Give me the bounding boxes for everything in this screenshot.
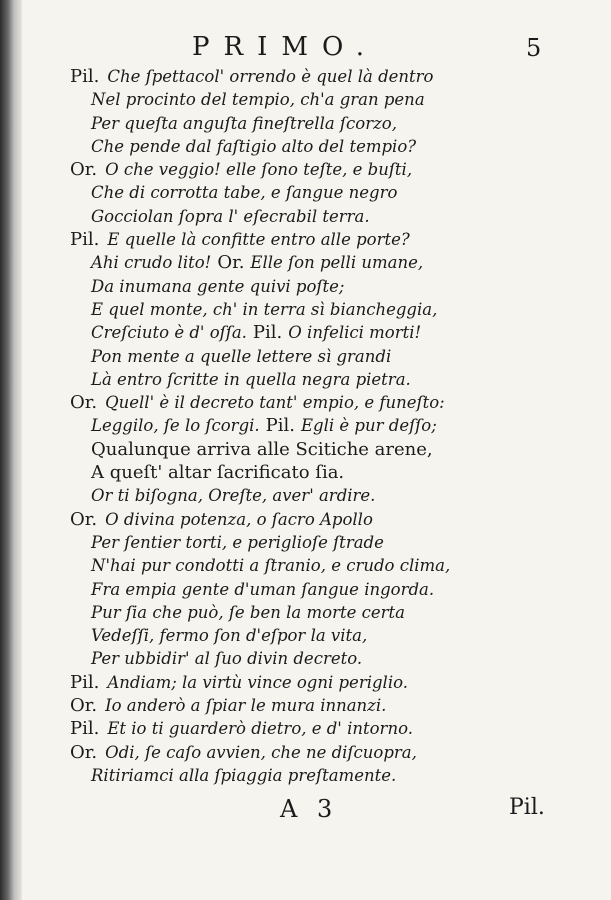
verse-line bbox=[70, 624, 600, 647]
verse-line bbox=[70, 741, 600, 764]
verse-line bbox=[70, 368, 600, 391]
verse-line bbox=[70, 414, 600, 437]
verse-text-span: E quelle là confitte entro alle porte? bbox=[107, 230, 410, 250]
speaker-label: Or. bbox=[70, 695, 98, 717]
verse-text-span: Là entro ſcritte in quella negra pietra. bbox=[91, 369, 411, 389]
verse-text-span: Egli è pur deſſo; bbox=[301, 416, 437, 436]
page-number: 5 bbox=[526, 34, 542, 62]
speaker-label: Or. bbox=[70, 159, 98, 181]
verse-line bbox=[70, 112, 600, 135]
verse-line bbox=[70, 601, 600, 624]
verse-text-span: Andiam; la virtù vince ogni periglio. bbox=[107, 672, 408, 692]
verse-text-span: Pur ſia che può, ſe ben la morte certa bbox=[91, 602, 405, 622]
verse-line bbox=[70, 508, 600, 531]
page-footer bbox=[22, 795, 611, 835]
verse-line bbox=[70, 554, 600, 577]
running-title: PRIMO. bbox=[192, 32, 379, 62]
speaker-label: Or. bbox=[217, 252, 245, 274]
speaker-label: Or. bbox=[70, 741, 98, 763]
speaker-label: Or. bbox=[70, 392, 98, 414]
verse-line bbox=[70, 205, 600, 228]
verse-text-span: Che pende dal faſtigio alto del tempio? bbox=[91, 136, 417, 156]
speaker-label: Pil. bbox=[252, 322, 283, 344]
verse-line bbox=[70, 181, 600, 204]
speaker-label: Pil. bbox=[70, 66, 100, 87]
verse-line bbox=[70, 578, 600, 601]
verse-text-span: Creſciuto è d' oſſa. bbox=[91, 323, 247, 343]
speaker-label: Or. bbox=[70, 508, 98, 530]
verse-text-span: O che veggio! elle ſono teſte, e buſti, bbox=[105, 160, 413, 180]
verse-text bbox=[70, 65, 600, 787]
verse-text-span: N'hai pur condotti a ſtranio, e crudo clima, bbox=[91, 556, 451, 576]
verse-line bbox=[70, 65, 600, 88]
speaker-label: Pil. bbox=[70, 229, 100, 251]
verse-line bbox=[70, 484, 600, 507]
verse-text-span: Per ſentier torti, e periglioſe ſtrade bbox=[91, 532, 384, 552]
verse-line bbox=[70, 228, 600, 251]
verse-line bbox=[70, 694, 600, 717]
verse-text-span: Leggilo, ſe lo ſcorgi. bbox=[91, 416, 260, 436]
catchword: Pil. bbox=[509, 795, 545, 820]
speaker-label: Pil. bbox=[265, 415, 296, 437]
book-page bbox=[22, 0, 611, 900]
verse-text-span: O infelici morti! bbox=[288, 323, 422, 343]
verse-text-span: Fra empia gente d'uman ſangue ingorda. bbox=[91, 579, 435, 599]
verse-text-span: Ahi crudo lito! bbox=[91, 253, 212, 273]
verse-text-span: Da inumana gente quivi poſte; bbox=[91, 276, 345, 296]
page-header bbox=[22, 32, 611, 68]
verse-line bbox=[70, 647, 600, 670]
speaker-label: Pil. bbox=[70, 718, 100, 740]
verse-line bbox=[70, 438, 600, 461]
verse-text-span: O divina potenza, o ſacro Apollo bbox=[105, 509, 373, 529]
verse-text-span: Elle ſon pelli umane, bbox=[250, 253, 424, 273]
verse-line bbox=[70, 345, 600, 368]
verse-line bbox=[70, 531, 600, 554]
verse-line bbox=[70, 321, 600, 344]
verse-text-span: E quel monte, ch' in terra sì biancheggia, bbox=[91, 299, 438, 319]
book-gutter bbox=[0, 0, 22, 900]
verse-text-span: Odi, ſe caſo avvien, che ne diſcuopra, bbox=[105, 742, 417, 762]
verse-text-span: Vedeſſi, fermo ſon d'eſpor la vita, bbox=[91, 626, 368, 646]
verse-line bbox=[70, 251, 600, 274]
verse-line bbox=[70, 135, 600, 158]
verse-line bbox=[70, 298, 600, 321]
verse-text-span: Ritiriamci alla ſpiaggia preſtamente. bbox=[91, 765, 397, 785]
verse-text-span: Pon mente a quelle lettere sì grandi bbox=[91, 346, 392, 366]
verse-text-span: Io anderò a ſpiar le mura innanzi. bbox=[105, 696, 387, 716]
verse-text-span: A queſt' altar ſacrificato ſia. bbox=[91, 462, 345, 484]
signature-mark: A 3 bbox=[280, 795, 339, 823]
verse-text-span: Nel procinto del tempio, ch'a gran pena bbox=[91, 90, 425, 110]
verse-text-span: Che ſpettacol' orrendo è quel là dentro bbox=[107, 67, 434, 86]
verse-text-span: Quell' è il decreto tant' empio, e funeſto: bbox=[105, 393, 445, 413]
verse-line bbox=[70, 391, 600, 414]
verse-text-span: Per ubbidir' al ſuo divin decreto. bbox=[91, 649, 363, 669]
verse-line bbox=[70, 671, 600, 694]
speaker-label: Pil. bbox=[70, 671, 100, 693]
verse-text-span: Et io ti guarderò dietro, e d' intorno. bbox=[107, 719, 413, 739]
verse-text-span: Gocciolan ſopra l' eſecrabil terra. bbox=[91, 206, 370, 226]
verse-line bbox=[70, 88, 600, 111]
verse-text-span: Or ti biſogna, Oreſte, aver' ardire. bbox=[91, 486, 376, 506]
verse-line bbox=[70, 275, 600, 298]
verse-text-span: Che di corrotta tabe, e ſangue negro bbox=[91, 183, 398, 203]
verse-text-span: Per queſta anguſta fineſtrella ſcorzo, bbox=[91, 113, 397, 133]
verse-line bbox=[70, 764, 600, 787]
verse-line bbox=[70, 158, 600, 181]
verse-line bbox=[70, 717, 600, 740]
verse-text-span: Qualunque arriva alle Scitiche arene, bbox=[91, 438, 433, 460]
verse-line bbox=[70, 461, 600, 484]
